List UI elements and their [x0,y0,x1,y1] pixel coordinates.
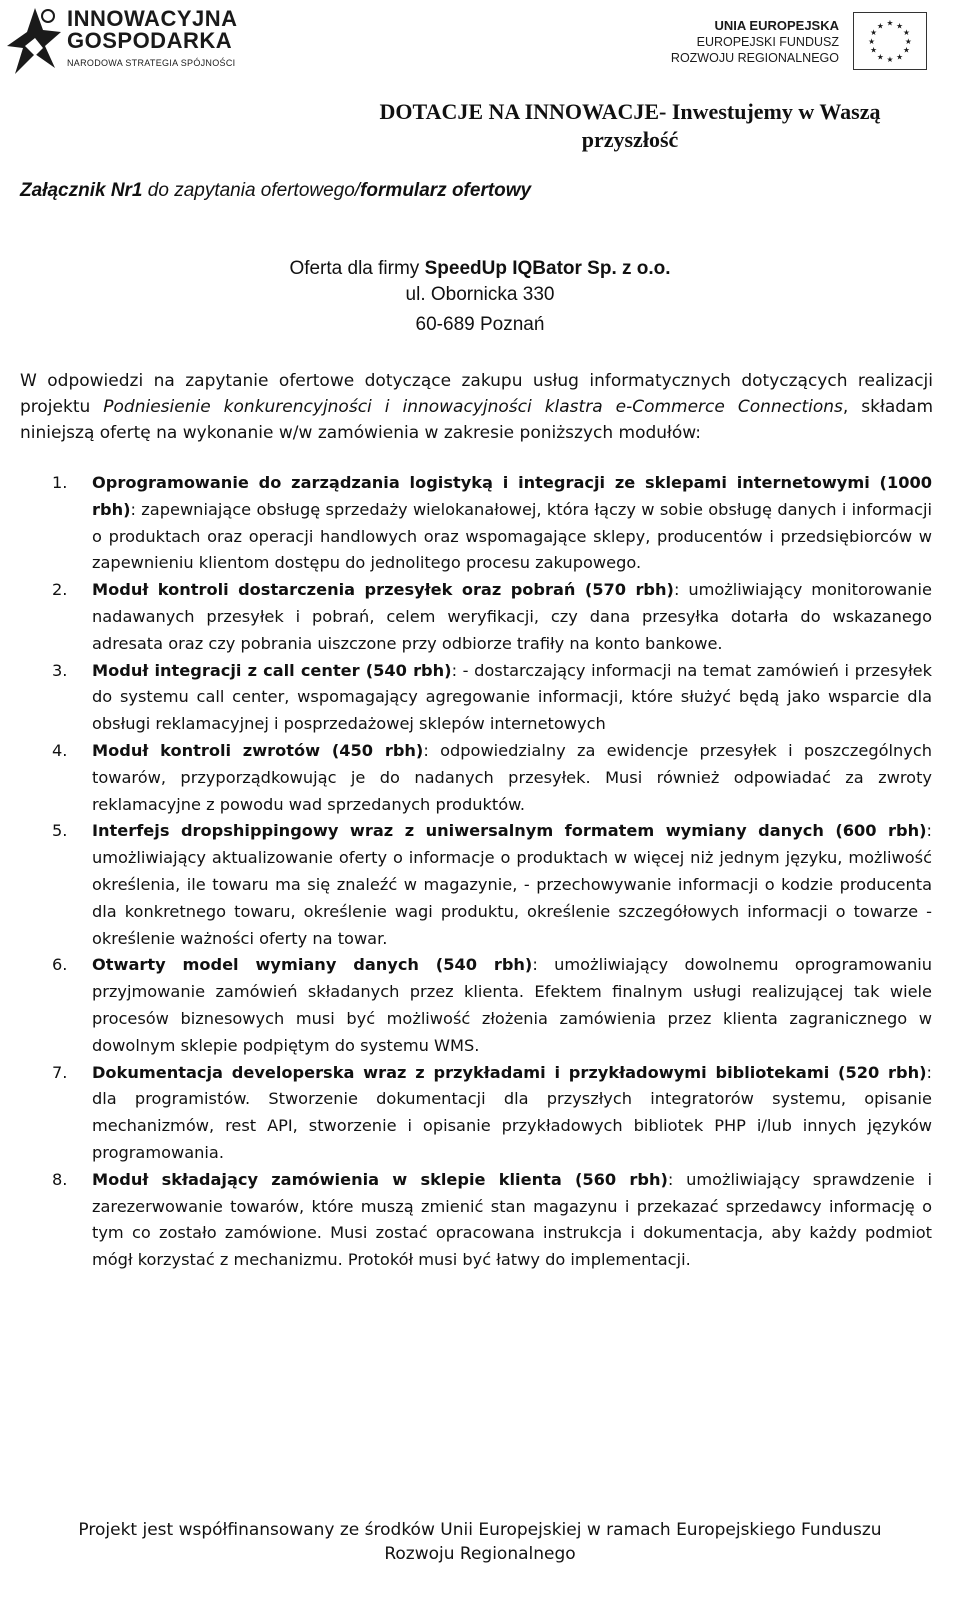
logo-line-2: GOSPODARKA [67,28,233,53]
item-number: 4. [52,740,68,760]
svg-text:★: ★ [876,21,884,31]
offer-postcode: 60-689 Poznań [415,314,545,335]
svg-text:★: ★ [870,28,878,38]
offer-company: SpeedUp IQBator Sp. z o.o. [424,258,671,279]
offer-prefix: Oferta dla firmy [289,258,425,279]
offer-address: ul. Obornicka 330 [405,284,555,305]
intro-paragraph [20,368,933,446]
list-item [20,577,932,657]
item-title: Oprogramowanie do zarządzania logistyką i integracji ze sklepami internetowymi (1000 rbh) [92,473,932,519]
modules-list [20,470,932,1274]
item-title: Otwarty model wymiany danych (540 rbh) [92,955,533,975]
item-number: 7. [52,1062,68,1082]
svg-text:★: ★ [902,45,910,55]
eu-logo [647,12,947,72]
logo-line-3: NARODOWA STRATEGIA SPÓJNOŚCI [67,58,236,68]
svg-text:★: ★ [902,28,910,38]
item-title: Moduł integracji z call center (540 rbh) [92,660,452,680]
list-item [20,818,932,952]
item-number: 8. [52,1169,68,1189]
item-text: : umożliwiający sprawdzenie i zarezerwowanie towarów, które muszą zmienić stan magazynu i przekazać sprzedawcy informację o tym co zostało zamówione. Musi zostać opracowana instrukcja i dokumentacja, aby każdy podmiot mógł korzystać z mechanizmu. Protokół musi być łatwy do implementacji. [92,1169,932,1270]
svg-text:★: ★ [876,52,884,62]
item-number: 5. [52,821,68,841]
footer-line-1: Projekt jest współfinansowany ze środków Unii Europejskiej w ramach Europejskiego Funduszu [78,1520,882,1540]
list-item [20,1167,932,1274]
item-title: Dokumentacja developerska wraz z przykładami i przykładowymi bibliotekami (520 rbh) [92,1062,927,1082]
annex-middle: do zapytania ofertowego/ [142,180,361,201]
list-item [20,470,932,577]
svg-text:★: ★ [886,55,894,65]
svg-text:★: ★ [904,36,912,46]
item-text: : umożliwiający dowolnemu oprogramowaniu przyjmowanie zamówień składanych przez klienta. Efektem finalnym usługi realizującej tak wiele procesów biznesowych musi być możliwość złożenia zamówienia przez klienta zagranicznego w dowolnym sklepie podpiętym do systemu WMS. [92,955,932,1055]
svg-text:★: ★ [896,21,904,31]
item-title: Moduł składający zamówienia w sklepie klienta (560 rbh) [92,1169,668,1189]
item-text: : odpowiedzialny za ewidencje przesyłek i poszczególnych towarów, przyporządkowując je do nadanych przesyłek. Musi również odpowiadać za zwroty reklamacyjne z powodu wad sprzedanych produktów. [92,740,933,814]
list-item [20,658,932,738]
intro-part-1: W odpowiedzi na zapytanie ofertowe dotyczące zakupu usług informatycznych dotyczących realizacji projektu [20,371,933,417]
item-title: Moduł kontroli dostarczenia przesyłek oraz pobrań (570 rbh) [92,580,674,600]
annex-suffix: formularz ofertowy [360,180,532,201]
svg-text:★: ★ [886,18,894,28]
item-number: 3. [52,660,68,680]
document-title: DOTACJE NA INNOWACJE- Inwestujemy w Waszą przyszłość [379,99,881,152]
runner-figure-icon [5,2,65,82]
eu-logo-line-3: ROZWOJU REGIONALNEGO [670,51,839,65]
innowacyjna-gospodarka-logo [5,2,265,82]
intro-project-name: Podniesienie konkurencyjności i innowacyjności klastra e-Commerce Connections [103,397,843,417]
footer-line-2: Rozwoju Regionalnego [384,1544,576,1564]
item-text: : - dostarczający informacji na temat zamówień i przesyłek do systemu call center, wspomagający agregowanie informacji, które służyć będą jako wsparcie dla obsługi reklamacyjnej i posprzedażowej sklepów internetowych [92,660,932,734]
eu-logo-line-2: EUROPEJSKI FUNDUSZ [696,35,839,49]
list-item [20,1060,932,1167]
annex-heading [20,180,531,202]
item-number: 6. [52,955,68,975]
list-item [20,952,932,1059]
eu-flag-icon [853,12,927,70]
item-title: Interfejs dropshippingowy wraz z uniwersalnym formatem wymiany danych (600 rbh) [92,821,927,841]
svg-text:★: ★ [868,36,876,46]
item-text: : zapewniające obsługę sprzedaży wielokanałowej, która łączy w sobie obsługę danych i informacji o produktach oraz operacji handlowych oraz wspomagające sklepy, producentów i przedsiębiorców w zapewnieniu klientom dostępu do jednolitego procesu zakupowego. [92,499,932,573]
logo-line-1: INNOWACYJNA [67,6,238,31]
list-item [20,738,932,818]
item-text: : umożliwiający aktualizowanie oferty o informacje o produktach w więcej niż jednym języku, możliwość określenia, ile towaru ma się znaleźć w magazynie, - przechowywanie informacji o kodzie producenta dla konkretnego towaru, określenie wagi produktu, określenie szczegółowych informacji o towarze - określenie ważności oferty na towar. [92,821,932,948]
annex-prefix: Załącznik Nr1 [20,180,143,201]
item-title: Moduł kontroli zwrotów (450 rbh) [92,740,424,760]
item-text: : dla programistów. Stworzenie dokumentacji dla przyszłych integratorów systemu, opisanie mechanizmów, rest API, stworzenie i opisanie przykładowych bibliotek PHP i/lub innych języków programowania. [92,1062,932,1162]
item-text: : umożliwiający monitorowanie nadawanych przesyłek i pobrań, celem weryfikacji, czy dana przesyłka dotarła do wskazanego adresata oraz czy pobrania uiszczone przy odbiorze trafiły na konto bankowe. [92,580,932,653]
svg-text:★: ★ [896,52,904,62]
offer-line-1 [0,256,960,282]
item-number: 1. [52,473,68,492]
svg-text:★: ★ [870,45,878,55]
intro-part-2: , składam niniejszą ofertę na wykonanie w/w zamówienia w zakresie poniższych modułów: [20,397,934,443]
item-number: 2. [52,580,68,600]
eu-logo-line-1: UNIA EUROPEJSKA [714,18,839,33]
footer [0,1518,960,1566]
